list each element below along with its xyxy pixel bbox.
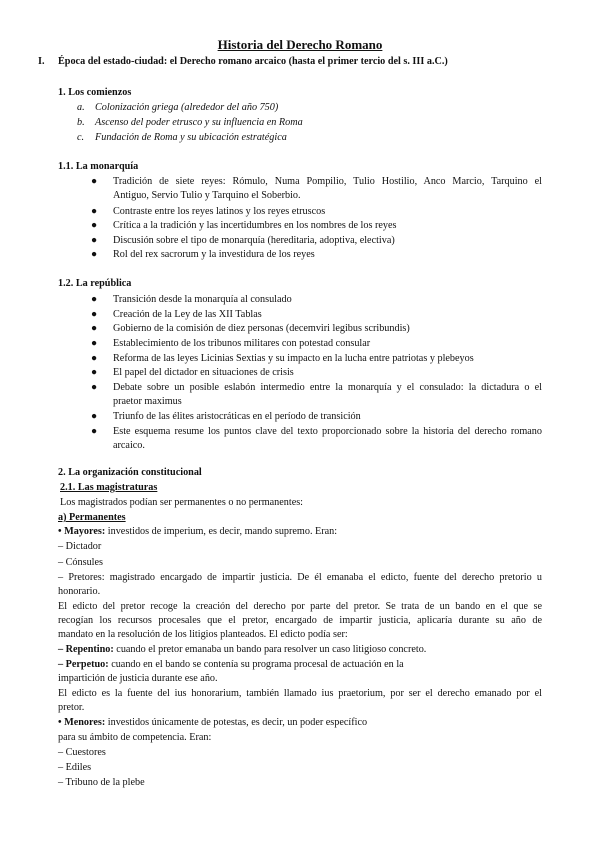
list-line: – Cónsules (58, 557, 103, 568)
term-label: – Repentino: (58, 644, 114, 655)
paragraph: Los magistrados podían ser permanentes o no permanentes: (60, 497, 304, 508)
paragraph: pretor. (58, 702, 85, 713)
bullet-text: Este esquema resume los puntos clave del texto proporcionado sobre la historia del derecho romano (113, 426, 542, 437)
paragraph: El edicto es la fuente del ius honorarium, también llamado ius praetorium, por ser el derecho emanado por el (58, 688, 542, 699)
paragraph: para su ámbito de competencia. Eran: (58, 732, 212, 743)
bullet-icon: ● (91, 323, 98, 334)
list-item: Ascenso del poder etrusco y su influencia en Roma (95, 117, 303, 128)
term-label: • Menores: (58, 717, 106, 728)
bullet-text: Transición desde la monarquía al consulado (113, 294, 292, 305)
paragraph: recogían los recursos procesales que el pretor, encargado de impartir justicia, aplicaría durante su año de (58, 615, 542, 626)
list-line: impartición de justicia durante ese año. (58, 673, 218, 684)
section-heading: 2. La organización constitucional (58, 467, 202, 478)
bullet-text: Antiguo, Servio Tulio y Tarquino el Soberbio. (113, 190, 301, 201)
list-label: a. (77, 102, 85, 113)
list-line: – Tribuno de la plebe (58, 777, 145, 788)
paragraph (58, 525, 337, 539)
subsection-heading: 1. Los comienzos (58, 87, 132, 98)
list-line: – Ediles (58, 762, 92, 773)
document-title: Historia del Derecho Romano (217, 37, 383, 52)
list-line (58, 643, 426, 657)
term-text: cuando el pretor emanaba un bando para resolver un caso litigioso concreto. (113, 644, 427, 655)
bullet-icon: ● (91, 426, 98, 437)
list-line: honorario. (58, 586, 101, 597)
subsection-heading: 1.2. La república (58, 278, 132, 289)
bullet-icon: ● (91, 176, 98, 187)
paragraph (58, 716, 367, 730)
bullet-icon: ● (91, 249, 98, 260)
bullet-icon: ● (91, 367, 98, 378)
subheading: a) Permanentes (58, 512, 126, 523)
bullet-icon: ● (91, 235, 98, 246)
bullet-text: arcaico. (113, 440, 145, 451)
paragraph: El edicto del pretor recoge la creación del derecho por parte del pretor. Se trata de un bando en el que se (58, 601, 542, 612)
list-line (58, 658, 404, 672)
list-item: Fundación de Roma y su ubicación estratégica (95, 132, 287, 143)
subsection-heading: 1.1. La monarquía (58, 161, 139, 172)
list-item: Colonización griega (alrededor del año 750) (95, 102, 279, 113)
bullet-text: Contraste entre los reyes latinos y los reyes etruscos (113, 206, 326, 217)
bullet-text: Debate sobre un posible eslabón intermedio entre la monarquía y el consulado: la dictadura o el (113, 382, 542, 393)
bullet-text: Tradición de siete reyes: Rómulo, Numa Pompilio, Tulio Hostilio, Anco Marcio, Tarquino el (113, 176, 542, 187)
bullet-icon: ● (91, 382, 98, 393)
section-number: I. (38, 56, 45, 67)
bullet-text: Reforma de las leyes Licinias Sextias y su impacto en la lucha entre patriotas y plebeyos (113, 353, 474, 364)
bullet-icon: ● (91, 294, 98, 305)
bullet-icon: ● (91, 220, 98, 231)
list-line: – Pretores: magistrado encargado de impartir justicia. De él emanaba el edicto, fuente del derecho pretorio u (58, 572, 542, 583)
bullet-text: Triunfo de las élites aristocráticas en el período de transición (113, 411, 361, 422)
bullet-text: praetor maximus (113, 396, 182, 407)
subsection-heading: 2.1. Las magistraturas (60, 482, 158, 493)
term-text: investidos de imperium, es decir, mando supremo. Eran: (105, 526, 338, 537)
bullet-icon: ● (91, 338, 98, 349)
bullet-text: Creación de la Ley de las XII Tablas (113, 309, 262, 320)
bullet-text: Rol del rex sacrorum y la investidura de los reyes (113, 249, 315, 260)
bullet-icon: ● (91, 206, 98, 217)
bullet-icon: ● (91, 353, 98, 364)
list-label: c. (77, 132, 85, 143)
bullet-text: El papel del dictador en situaciones de crisis (113, 367, 294, 378)
section-heading: Época del estado-ciudad: el Derecho romano arcaico (hasta el primer tercio del s. III a.C.) (58, 56, 448, 67)
list-label: b. (77, 117, 85, 128)
term-label: – Perpetuo: (58, 659, 109, 670)
bullet-icon: ● (91, 411, 98, 422)
paragraph: mandato en la resolución de los litigios planteados. El edicto podía ser: (58, 629, 348, 640)
list-line: – Cuestores (58, 747, 106, 758)
bullet-text: Discusión sobre el tipo de monarquía (hereditaria, adoptiva, electiva) (113, 235, 395, 246)
bullet-icon: ● (91, 309, 98, 320)
list-line: – Dictador (58, 541, 102, 552)
bullet-text: Establecimiento de los tribunos militares con potestad consular (113, 338, 371, 349)
bullet-text: Gobierno de la comisión de diez personas (decemviri legibus scribundis) (113, 323, 410, 334)
term-text: investidos únicamente de potestas, es decir, un poder específico (105, 717, 368, 728)
bullet-text: Crítica a la tradición y las incertidumbres en los nombres de los reyes (113, 220, 397, 231)
term-label: • Mayores: (58, 526, 106, 537)
term-text: cuando en el bando se contenía su programa procesal de actuación en la (108, 659, 404, 670)
